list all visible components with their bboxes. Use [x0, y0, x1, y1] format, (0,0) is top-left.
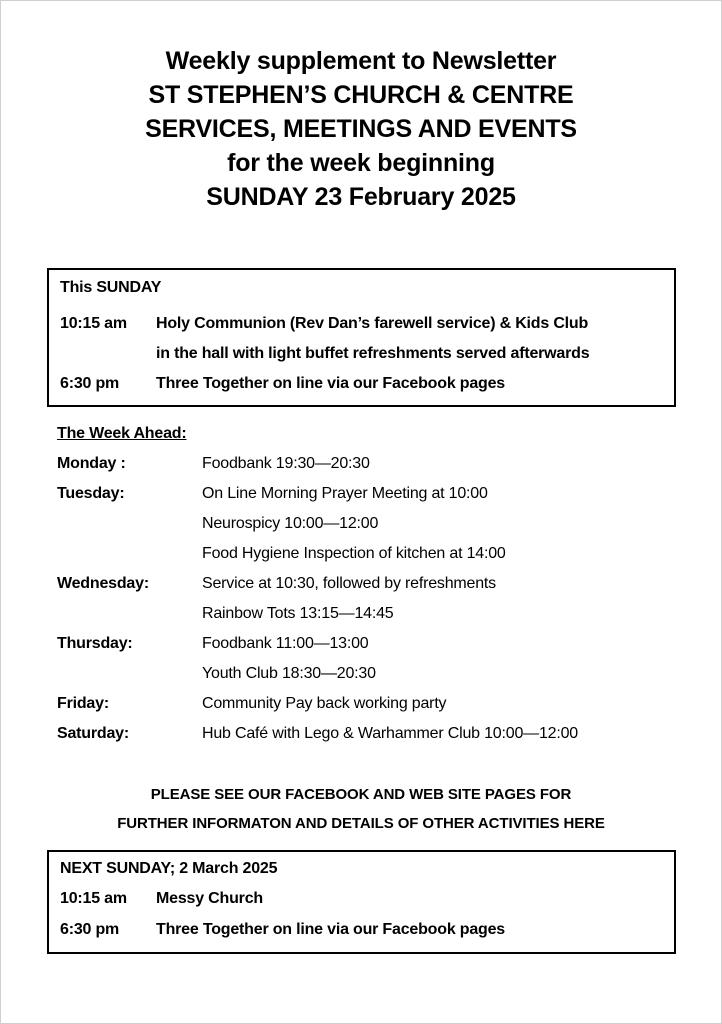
title-line-1: Weekly supplement to Newsletter: [165, 47, 557, 75]
week-day: Wednesday:: [57, 575, 149, 592]
week-day: Saturday:: [57, 725, 129, 742]
week-event: Hub Café with Lego & Warhammer Club 10:00—12:00: [202, 725, 578, 742]
title-line-2: ST STEPHEN’S CHURCH & CENTRE: [148, 81, 574, 109]
service-desc: Holy Communion (Rev Dan’s farewell service) & Kids Club: [156, 315, 589, 332]
week-event: Youth Club 18:30—20:30: [202, 665, 376, 682]
week-day: Monday :: [57, 455, 126, 472]
document-title: [0, 44, 722, 214]
week-event: On Line Morning Prayer Meeting at 10:00: [202, 485, 488, 502]
title-line-5: SUNDAY 23 February 2025: [206, 183, 516, 211]
week-event: Rainbow Tots 13:15—14:45: [202, 605, 394, 622]
week-event: Foodbank 11:00—13:00: [202, 635, 369, 652]
notice-line-2: FURTHER INFORMATON AND DETAILS OF OTHER ACTIVITIES HERE: [117, 815, 605, 832]
service-desc: Three Together on line via our Facebook pages: [156, 921, 506, 938]
this-sunday-box: [47, 268, 676, 407]
week-event: Foodbank 19:30—20:30: [202, 455, 370, 472]
notice-line-1: PLEASE SEE OUR FACEBOOK AND WEB SITE PAGES FOR: [150, 786, 572, 803]
service-time: 6:30 pm: [60, 375, 120, 392]
service-time: 10:15 am: [60, 315, 127, 332]
week-event: Service at 10:30, followed by refreshments: [202, 575, 496, 592]
service-time: 6:30 pm: [60, 921, 120, 938]
this-sunday-title: This SUNDAY: [60, 279, 162, 296]
service-desc: in the hall with light buffet refreshments served afterwards: [156, 345, 590, 362]
week-event: Community Pay back working party: [202, 695, 447, 712]
title-line-3: SERVICES, MEETINGS AND EVENTS: [145, 115, 577, 143]
week-event: Food Hygiene Inspection of kitchen at 14:00: [202, 545, 506, 562]
service-time: 10:15 am: [60, 890, 127, 907]
service-desc: Three Together on line via our Facebook pages: [156, 375, 506, 392]
next-sunday-box: [47, 850, 676, 954]
next-sunday-title: NEXT SUNDAY; 2 March 2025: [60, 860, 278, 877]
title-line-4: for the week beginning: [227, 149, 495, 177]
week-ahead-heading: The Week Ahead:: [57, 425, 187, 442]
week-event: Neurospicy 10:00—12:00: [202, 515, 379, 532]
week-day: Tuesday:: [57, 485, 125, 502]
service-desc: Messy Church: [156, 890, 263, 907]
week-day: Thursday:: [57, 635, 133, 652]
week-day: Friday:: [57, 695, 109, 712]
